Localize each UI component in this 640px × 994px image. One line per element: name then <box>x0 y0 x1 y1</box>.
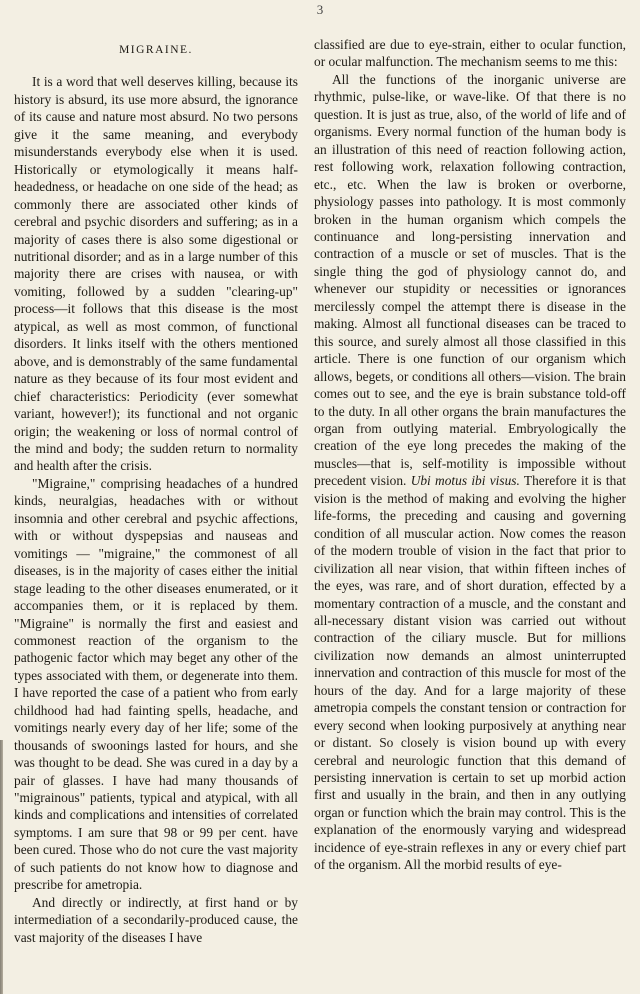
paragraph: "Migraine," comprising headaches of a hundred kinds, neuralgias, headaches with or without insomnia and other cerebral and psychic affections, with or without dyspepsias and nauseas and vomitings — "migraine," the commonest of all diseases, is in the majority of cases either the initial stage leading to the other diseases enumerated, or it accompanies them, or it is replaced by them. "Migraine" is normally the first and easiest and commonest reaction of the organism to the pathogenic factor which may beget any other of the types associated with them, or degenerate into them. I have reported the case of a patient who from early childhood had had fainting spells, headache, and vomitings nearly every day of her life; some of the thousands of swoonings lasted for hours, and she was thought to be dead. She was cured in a day by a pair of glasses. I have had many thousands of "migrainous" patients, typical and atypical, with all kinds and complications and intensities of correlated symptoms. I am sure that 98 or 99 per cent. have been cured. Those who do not cure the vast majority of such patients do not know how to diagnose and prescribe for ametropia. <box>14 475 298 893</box>
paragraph: It is a word that well deserves killing, because its history is absurd, its use more absurd, the ignorance of its cause and nature most absurd. No two persons give it the same meaning, and everybody misunderstands everybody else when it is used. Historically or etymologically it means half-headedness, or headache on one side of the head; as commonly there are associated other kinds of cerebral and psychic disorders and suffering; as in a majority of cases there is also some digestional or nutritional disorder; and as in a large number of this majority there are crises with nausea, or with vomiting, followed by a sudden "clearing-up" process—it follows that this disease is the most atypical, as well as most common, of functional disorders. It links itself with the others mentioned above, and is demonstrably of the same fundamental nature as they because of its four most evident and chief characteristics: Periodicity (ever somewhat variant, however!); its functional and not organic origin; the weakening or loss of normal control of the mind and body; the sudden return to normality and health after the crisis. <box>14 74 298 474</box>
paragraph <box>314 71 626 874</box>
left-column <box>14 36 298 946</box>
paragraph: And directly or indirectly, at first hand or by intermediation of a secondarily-produced cause, the vast majority of the diseases I have <box>14 894 298 945</box>
article-heading: MIGRAINE. <box>119 44 193 56</box>
paragraph-text: All the functions of the inorganic universe are rhythmic, pulse-like, or wave-like. Of that there is no question. It is just as true, also, of the world of life and of organisms. Every normal function of the human body is an illustration of this need of reaction following action, rest following work, relaxation following contraction, etc., etc. When the law is broken or overborne, physiology passes into pathology. It is most commonly broken in the human organism which compels the continuance and long-persisting innervation and contraction of a muscle or set of muscles. That is the single thing the god of physiology cannot do, and whenever our stupidity or necessities or ignorances mercilessly compel the attempt there is disease in the making. Almost all functional diseases can be traced to this source, and surely almost all those classified in this article. There is one function of our organism which allows, begets, or conditions all others—vision. The brain comes out to see, and the eye is brain substance told-off to the duty. In all other organs the brain manufactures the organ from outlying material. Embryologically the creation of the eye long precedes the making of the muscles—that is, self-motility is impossible without precedent vision. <box>314 71 626 489</box>
paragraph-text: Therefore it is that vision is the method of making and evolving the higher life-forms, the preceding and causing and governing condition of all muscular action. Now comes the reason of the modern trouble of vision in the fact that prior to civilization all near vision, that within fifteen inches of the eyes, was rare, and of short duration, effected by a momentary contraction of a muscle, and the constant and all-necessary distant vision was carried out without contraction of the ciliary muscle. But for millions civilization now demands an almost uninterrupted innervation and contraction of this muscle for most of the hours of the day. And for a large majority of these ametropia compels the constant tension or contraction for every second when looking purposively at anything near or distant. So closely is vision bound up with every cerebral and neurologic function that this demand of persisting innervation is certain to set up morbid action first and usually in the brain, and then in any outlying organ or function which the brain may control. This is the explanation of the enormously varying and widespread incidence of eye-strain reflexes in any or every chief part of the organism. All the morbid results of eye- <box>314 473 626 873</box>
page-edge-rule <box>0 740 3 994</box>
right-column <box>314 36 626 874</box>
paragraph-continued: classified are due to eye-strain, either to ocular function, or ocular malfunction. The mechanism seems to me this: <box>314 37 626 70</box>
page-number: 3 <box>316 2 324 17</box>
latin-phrase: Ubi motus ibi visus. <box>410 473 520 489</box>
